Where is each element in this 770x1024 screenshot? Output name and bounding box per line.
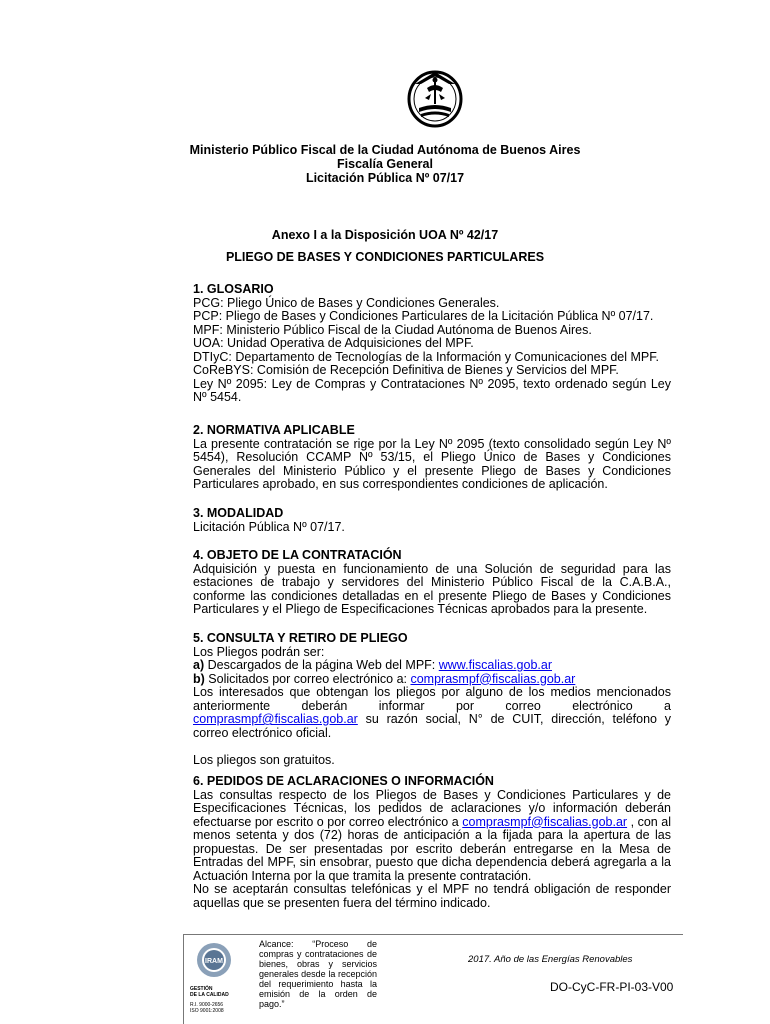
page-footer [183,934,683,1024]
section-text: No se aceptarán consultas telefónicas y el MPF no tendrá obligación de responder aquellas que se presenten fuera del término indicado. [193,882,671,910]
option-label: b) [193,671,205,686]
email-link[interactable]: comprasmpf@fiscalias.gob.ar [462,814,628,829]
section-clarifications [193,775,671,910]
email-link[interactable]: comprasmpf@fiscalias.gob.ar [410,671,576,686]
logo-caption: GESTIÓN [190,986,213,992]
annex-title: Anexo I a la Disposición UOA Nº 42/17 [271,228,499,242]
buenos-aires-seal-icon [405,68,465,128]
section-title: 3. MODALIDAD [193,506,284,520]
email-link[interactable]: comprasmpf@fiscalias.gob.ar [193,712,358,726]
section-text [193,686,671,740]
document-code: DO-CyC-FR-PI-03-V00 [550,980,674,994]
iram-logo [190,942,246,1014]
section-object [193,549,671,617]
logo-caption: R.I. 9000-2656 [190,1002,224,1008]
iram-logo-icon [196,942,232,978]
scope-note: Alcance: “Proceso de compras y contrataciones de bienes, obras y servicios generales desde la recepción del requerimiento hasta la emisión de la orden de pago.” [259,939,377,1009]
glossary-item: Ley Nº 2095: Ley de Compras y Contrataciones Nº 2095, texto ordenado según Ley Nº 5454. [193,376,671,404]
text-segment: , con al menos setenta y dos (72) horas de anticipación a la fijada para la apertura de las propuestas. De ser presentadas por escrito deberán entregarse en la Mesa de Entradas del MPF, sin ensobrar, puesto que dicha dependencia deberá agregarla a la Actuación Interna por la que tramita la presente contratación. [193,814,672,883]
logo-text: IRAM [205,958,223,965]
section-text: Licitación Pública Nº 07/17. [193,519,345,534]
section-glossary [193,283,671,405]
logo-caption: DE LA CALIDAD [190,992,229,998]
section-intro: Los Pliegos podrán ser: [193,644,325,659]
office-name: Fiscalía General [337,157,433,171]
section-title: 2. NORMATIVA APLICABLE [193,423,355,437]
glossary-item: MPF: Ministerio Público Fiscal de la Ciudad Autónoma de Buenos Aires. [193,322,592,337]
ministry-name: Ministerio Público Fiscal de la Ciudad Autónoma de Buenos Aires [189,143,581,157]
option-text: Descargados de la página Web del MPF: [204,658,439,672]
year-motto: 2017. Año de las Energías Renovables [468,954,633,965]
section-text: Adquisición y puesta en funcionamiento de una Solución de seguridad para las estaciones de trabajo y servidores del Ministerio Público Fiscal de la C.A.B.A., conforme las condiciones detalladas en el presente Pliego de Bases y Condiciones Particulares y el Pliego de Especificaciones Técnicas aprobados para la presente. [193,561,671,616]
free-notice: Los pliegos son gratuitos. [193,752,335,767]
section-title: 6. PEDIDOS DE ACLARACIONES O INFORMACIÓN [193,774,494,788]
section-title: 5. CONSULTA Y RETIRO DE PLIEGO [193,631,408,645]
section-title: 4. OBJETO DE LA CONTRATACIÓN [193,548,402,562]
glossary-item: PCG: Pliego Único de Bases y Condiciones Generales. [193,295,500,310]
glossary-item: DTIyC: Departamento de Tecnologías de la Información y Comunicaciones del MPF. [193,349,659,364]
footer-divider [183,934,184,1024]
section-modality [193,507,671,534]
section-consultation [193,632,671,767]
text-segment: Los interesados que obtengan los pliegos por alguno de los medios mencionados anteriormente deberán informar por correo electrónico a [193,685,671,713]
logo-caption: ISO 9001:2008 [190,1008,224,1014]
glossary-item: CoReBYS: Comisión de Recepción Definitiva de Bienes y Servicios del MPF. [193,363,619,377]
option-a [193,659,671,673]
section-text [193,789,671,884]
option-b [193,673,671,687]
glossary-item: PCP: Pliego de Bases y Condiciones Particulares de la Licitación Pública Nº 07/17. [193,309,654,323]
text-segment: su razón social, N° de CUIT, dirección, teléfono y correo electrónico oficial. [193,712,671,740]
footer-divider [183,934,683,935]
website-link[interactable]: www.fiscalias.gob.ar [438,658,552,672]
glossary-item: UOA: Unidad Operativa de Adquisiciones del MPF. [193,336,474,350]
option-label: a) [193,658,205,672]
document-title: PLIEGO DE BASES Y CONDICIONES PARTICULARES [225,250,545,264]
section-text: La presente contratación se rige por la Ley Nº 2095 (texto consolidado según Ley Nº 5454), Resolución CCAMP Nº 53/15, el Pliego Único de Bases y Condiciones Generales del Ministerio Público y el presente Pliego de Bases y Condiciones Particulares aprobado, en sus correspondientes condiciones de aplicación. [193,436,671,491]
section-regulations [193,424,671,492]
tender-number: Licitación Pública Nº 07/17 [305,171,465,185]
option-text: Solicitados por correo electrónico a: [204,671,411,686]
text-segment: Las consultas respecto de los Pliegos de Bases y Condiciones Particulares y de Especificaciones Técnicas, los pedidos de aclaraciones y/o información deberán efectuarse por escrito o por correo electrónico a [193,787,671,829]
section-title: 1. GLOSARIO [193,282,274,296]
